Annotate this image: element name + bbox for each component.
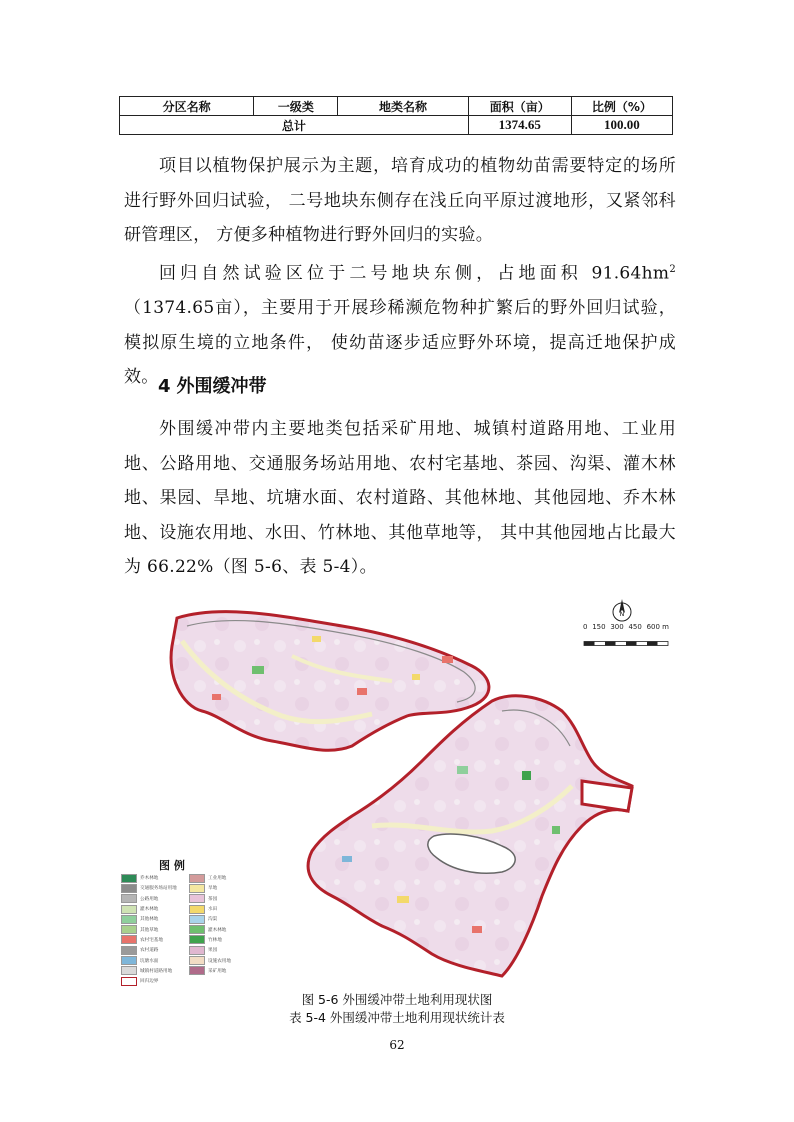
section-title: 外围缓冲带 xyxy=(176,376,267,397)
superscript-2: 2 xyxy=(669,264,676,275)
legend-swatch xyxy=(121,935,137,944)
legend-item xyxy=(121,894,177,904)
legend-item xyxy=(189,883,231,893)
header-cell: 地类名称 xyxy=(338,97,468,116)
legend-swatch xyxy=(189,884,205,893)
total-label-cell: 总计 xyxy=(120,116,469,135)
legend-label: 回归边界 xyxy=(140,979,159,985)
legend-label: 茶园 xyxy=(208,896,218,902)
legend-item xyxy=(121,904,177,914)
legend-swatch xyxy=(121,915,137,924)
north-label: N xyxy=(619,611,625,618)
legend-item xyxy=(121,945,177,955)
legend-swatch xyxy=(189,956,205,965)
table-caption: 表 5-4 外围缓冲带土地利用现状统计表 xyxy=(289,1010,505,1025)
legend-title: 图 例 xyxy=(159,859,185,872)
paragraph-1: 项目以植物保护展示为主题，培育成功的植物幼苗需要特定的场所进行野外回归试验， 二号地块东侧存在浅丘向平原过渡地形，又紧邻科研管理区， 方便多种植物进行野外回归的实验。 xyxy=(124,156,676,245)
legend-label: 工业用地 xyxy=(208,876,227,882)
total-ratio-cell: 100.00 xyxy=(571,116,672,135)
legend-label: 果园 xyxy=(208,948,218,954)
legend-swatch xyxy=(189,946,205,955)
legend-label: 灌木林地 xyxy=(208,927,227,933)
legend-label: 农村宅基地 xyxy=(140,937,163,943)
land-use-table xyxy=(119,96,673,135)
scale-tick: 300 xyxy=(610,623,624,631)
legend-swatch xyxy=(121,956,137,965)
total-area-cell: 1374.65 xyxy=(468,116,571,135)
legend-swatch xyxy=(189,966,205,975)
legend-swatch xyxy=(121,966,137,975)
legend-item xyxy=(121,883,177,893)
legend-label: 城镇村道路用地 xyxy=(140,968,173,974)
legend-column-right xyxy=(189,873,231,976)
legend-swatch xyxy=(121,946,137,955)
section-number: 4 xyxy=(158,376,171,397)
legend-swatch xyxy=(121,894,137,903)
legend-label: 农村道路 xyxy=(140,948,159,954)
legend-swatch xyxy=(121,977,137,986)
header-cell: 一级类 xyxy=(254,97,338,116)
legend-swatch xyxy=(189,894,205,903)
legend-column-left xyxy=(121,873,177,986)
legend-label: 设施农用地 xyxy=(208,958,231,964)
page-number: 62 xyxy=(389,1038,405,1052)
table-header-row xyxy=(120,97,673,116)
legend-swatch xyxy=(189,925,205,934)
legend-item xyxy=(121,914,177,924)
scale-bar-graphic xyxy=(583,641,669,646)
legend-label: 坑塘水面 xyxy=(140,958,159,964)
legend-label: 交通服务场站用地 xyxy=(140,886,177,892)
legend-swatch xyxy=(121,884,137,893)
legend-label: 旱地 xyxy=(208,886,218,892)
legend-swatch xyxy=(121,905,137,914)
legend-item xyxy=(189,955,231,965)
legend-item xyxy=(121,924,177,934)
legend-swatch xyxy=(121,874,137,883)
legend-swatch xyxy=(189,905,205,914)
header-cell: 分区名称 xyxy=(120,97,254,116)
legend-item xyxy=(189,945,231,955)
scale-tick: 150 xyxy=(592,623,606,631)
legend-label: 采矿用地 xyxy=(208,968,227,974)
legend-item xyxy=(121,966,177,976)
legend-item xyxy=(189,924,231,934)
legend-label: 乔木林地 xyxy=(140,876,159,882)
scale-tick: 600 m xyxy=(646,623,669,631)
legend-item xyxy=(121,873,177,883)
legend-label: 公路用地 xyxy=(140,896,159,902)
legend-item xyxy=(189,935,231,945)
paragraph-3: 外围缓冲带内主要地类包括采矿用地、城镇村道路用地、工业用地、公路用地、交通服务场站用地、农村宅基地、茶园、沟渠、灌木林地、果园、旱地、坑塘水面、农村道路、其他林地、其他园地、乔木林地、设施农用地、水田、竹林地、其他草地等， 其中其他园地占比最大为 66.22%（图 5-6、表 5-4）。 xyxy=(124,419,676,577)
legend-label: 水田 xyxy=(208,907,218,913)
legend-swatch xyxy=(121,925,137,934)
section-heading xyxy=(158,372,267,398)
legend-label: 沟渠 xyxy=(208,917,218,923)
legend-item xyxy=(189,904,231,914)
scale-tick: 450 xyxy=(628,623,642,631)
paragraph-2-part-b: （1374.65亩），主要用于开展珍稀濒危物种扩繁后的野外回归试验， 模拟原生境的立地条件， 使幼苗逐步适应野外环境，提高迁地保护成效。 xyxy=(124,298,676,388)
legend-label: 其他林地 xyxy=(140,917,159,923)
legend-swatch xyxy=(189,915,205,924)
legend-label: 竹林地 xyxy=(208,937,222,943)
scale-tick: 0 xyxy=(583,623,588,631)
paragraph-2-part-a: 回归自然试验区位于二号地块东侧，占地面积 91.64hm xyxy=(159,263,670,284)
legend-item xyxy=(121,935,177,945)
table-total-row xyxy=(120,116,673,135)
legend-item xyxy=(189,914,231,924)
legend-item xyxy=(121,976,177,986)
scale-bar xyxy=(583,623,673,650)
legend-item xyxy=(189,966,231,976)
legend-label: 其他草地 xyxy=(140,927,159,933)
header-cell: 比例（%） xyxy=(571,97,672,116)
legend-label: 灌木林地 xyxy=(140,907,159,913)
header-cell: 面积（亩） xyxy=(468,97,571,116)
figure-caption: 图 5-6 外围缓冲带土地利用现状图 xyxy=(301,992,493,1007)
legend-item xyxy=(189,873,231,883)
map-legend xyxy=(121,857,271,983)
north-arrow-icon xyxy=(610,597,634,623)
legend-swatch xyxy=(189,874,205,883)
legend-item xyxy=(121,955,177,965)
legend-item xyxy=(189,894,231,904)
legend-swatch xyxy=(189,935,205,944)
